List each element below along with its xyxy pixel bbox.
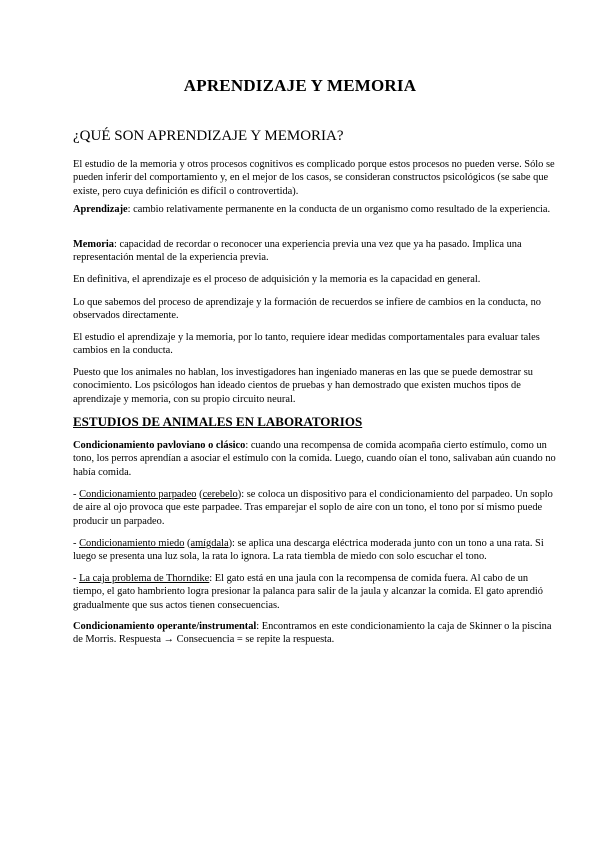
paragraph-intro: El estudio de la memoria y otros procesos cognitivos es complicado porque estos procesos no pueden verse. Sólo se pueden inferir del comportamiento y, en el mejor de los casos, se consideran constructos psicológicos (se sabe que existe, pero cuya definición es difícil o controvertida). xyxy=(73,159,555,197)
paren-open: ( xyxy=(196,489,203,500)
paragraph-animales: Puesto que los animales no hablan, los investigadores han ingeniado maneras en las que se puede demostrar su conocimiento. Los psicólogos han ideado cientos de pruebas y han demostrado que existen muchos tipos de aprendizaje y memoria, con su propio circuito neural. xyxy=(73,367,533,405)
study-parpadeo xyxy=(73,488,561,528)
study-miedo xyxy=(73,537,561,564)
term-pavloviano: Condicionamiento pavloviano o clásico xyxy=(73,440,246,451)
term-memoria: Memoria xyxy=(73,239,114,250)
term-miedo: Condicionamiento miedo xyxy=(79,538,185,549)
paragraph-aprendizaje-definition xyxy=(73,203,561,216)
definition-aprendizaje: : cambio relativamente permanente en la conducta de un organismo como resultado de la experiencia. xyxy=(127,204,551,215)
section-heading-que-son: ¿QUÉ SON APRENDIZAJE Y MEMORIA? xyxy=(73,128,344,144)
term-parpadeo: Condicionamiento parpadeo xyxy=(79,489,197,500)
bullet-dash: - xyxy=(73,538,80,549)
paren-open: ( xyxy=(184,538,191,549)
study-pavloviano xyxy=(73,439,561,479)
term-aprendizaje: Aprendizaje xyxy=(73,204,128,215)
study-operante xyxy=(73,620,561,647)
region-amigdala: amígdala xyxy=(190,538,229,549)
text-miedo: ): se aplica una descarga eléctrica moderada junto con un tono a una rata. Si luego se presenta una luz sola, la rata lo ignora. La rata tiembla de miedo con solo escuchar el tono. xyxy=(73,538,544,563)
bullet-dash: - xyxy=(73,489,80,500)
text-pavloviano: : cuando una recompensa de comida acompaña cierto estímulo, como un tono, los perros aprendían a asociar el estímulo con la comida. Luego, cuando oían el tono, salivaban aún cuando no había comida. xyxy=(73,440,556,478)
term-thorndike: La caja problema de Thorndike xyxy=(79,573,210,584)
paragraph-lo-que-sabemos: Lo que sabemos del proceso de aprendizaje y la formación de recuerdos se infiere de cambios en la conducta, no observados directamente. xyxy=(73,297,541,322)
region-cerebelo: cerebelo xyxy=(202,489,238,500)
paragraph-memoria-definition xyxy=(73,238,561,265)
text-operante: : Encontramos en este condicionamiento la caja de Skinner o la piscina de Morris. Respuesta → Consecuencia = se repite la respuesta. xyxy=(73,621,552,646)
paragraph-en-definitiva: En definitiva, el aprendizaje es el proceso de adquisición y la memoria es la capacidad en general. xyxy=(73,274,481,285)
term-operante: Condicionamiento operante/instrumental xyxy=(73,621,257,632)
page-title: APRENDIZAJE Y MEMORIA xyxy=(183,76,417,95)
study-thorndike xyxy=(73,572,561,612)
text-parpadeo: ): se coloca un dispositivo para el condicionamiento del parpadeo. Un soplo de aire al ojo provoca que este parpadee. Tras emparejar el soplo de aire con un tono, el tono por sí mismo puede producir un parpadeo. xyxy=(73,489,553,527)
paragraph-estudio-medidas: El estudio el aprendizaje y la memoria, por lo tanto, requiere idear medidas comportamentales para evaluar tales cambios en la conducta. xyxy=(73,332,540,357)
definition-memoria: : capacidad de recordar o reconocer una experiencia previa una vez que ya ha pasado. Implica una representación mental de la experiencia previa. xyxy=(73,239,522,264)
text-thorndike: : El gato está en una jaula con la recompensa de comida fuera. Al cabo de un tiempo, el gato hambriento logra presionar la palanca para salir de la jaula y alcanzar la comida. El gato aprendió gradualmente que sus actos tienen consecuencias. xyxy=(73,573,543,611)
bullet-dash: - xyxy=(73,573,80,584)
section-heading-estudios: ESTUDIOS DE ANIMALES EN LABORATORIOS xyxy=(73,414,363,429)
